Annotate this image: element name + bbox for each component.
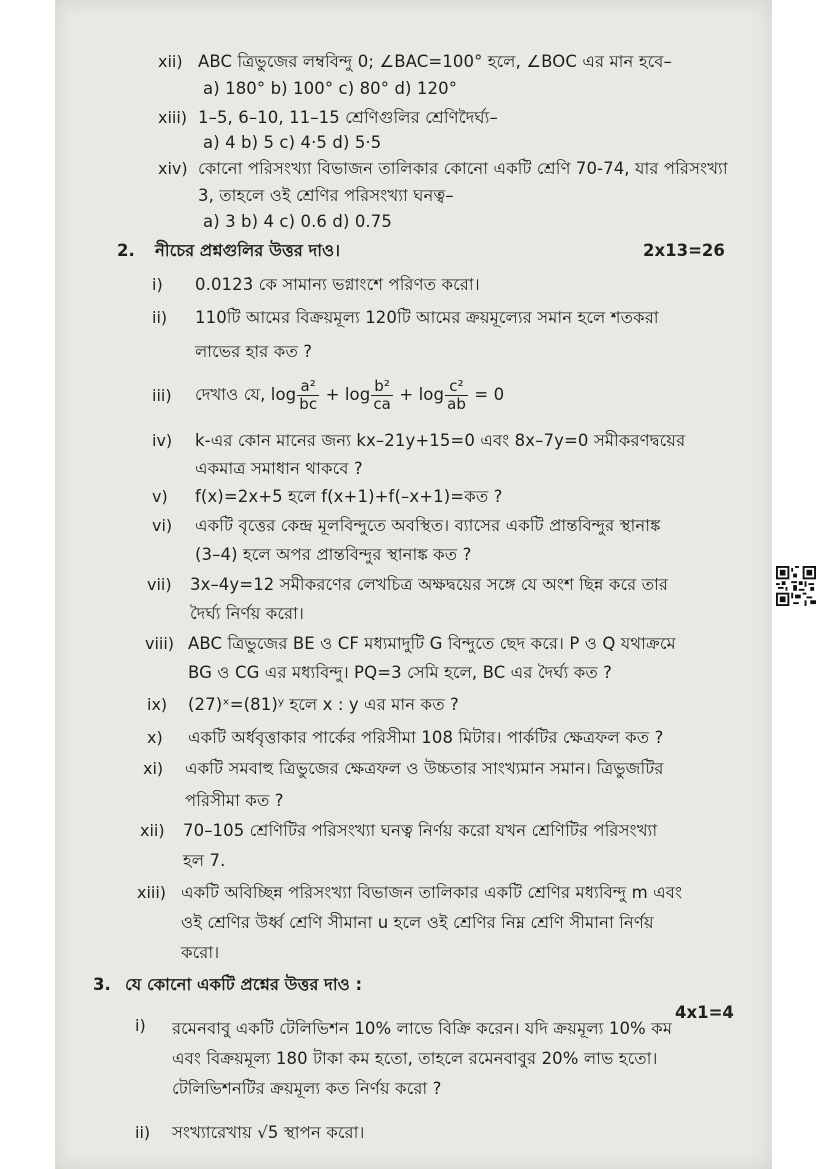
mcq-question-cont: 3, তাহলে ওই শ্রেণির পরিসংখ্যা ঘনত্ব– — [198, 186, 454, 205]
question-text-cont: পরিসীমা কত ? — [185, 791, 284, 810]
question-number: vii) — [147, 575, 172, 594]
fraction-denominator: ab — [447, 395, 466, 413]
question-text: 3x–4y=12 সমীকরণের লেখচিত্র অক্ষদ্বয়ের সঙ্গে যে অংশ ছিন্ন করে তার — [190, 575, 669, 594]
fraction-c2-ab — [445, 378, 468, 413]
section-marks: 2x13=26 — [643, 241, 725, 260]
section-title: যে কোনো একটি প্রশ্নের উত্তর দাও : — [125, 975, 363, 994]
section-title: নীচের প্রশ্নগুলির উত্তর দাও। — [155, 241, 341, 260]
mcq-number: xiv) — [158, 159, 188, 178]
mcq-number: xiii) — [158, 108, 188, 127]
exam-page — [55, 0, 772, 1169]
mcq-options: a) 3 b) 4 c) 0.6 d) 0.75 — [203, 212, 392, 231]
qr-code-icon — [776, 566, 816, 606]
question-text: 0.0123̇ কে সামান্য ভগ্নাংশে পরিণত করো। — [195, 275, 480, 294]
question-text: f(x)=2x+5 হলে f(x+1)+f(–x+1)=কত ? — [195, 487, 503, 506]
question-number: iv) — [152, 431, 173, 450]
fraction-a2-bc — [297, 378, 319, 413]
log-symbol: log — [418, 385, 445, 404]
question-text: সংখ্যারেখায় √5 স্থাপন করো। — [172, 1123, 365, 1142]
question-text: 70–105 শ্রেণিটির পরিসংখ্যা ঘনত্ব নির্ণয় করো যখন শ্রেণিটির পরিসংখ্যা — [183, 821, 658, 840]
question-number: xii) — [140, 821, 165, 840]
log-symbol: log — [344, 385, 371, 404]
question-text-cont: দৈর্ঘ্য নির্ণয় করো। — [190, 604, 305, 623]
question-text-cont: এবং বিক্রয়মূল্য 180 টাকা কম হতো, তাহলে রমেনবাবুর 20% লাভ হতো। — [172, 1049, 658, 1068]
question-text: রমেনবাবু একটি টেলিভিশন 10% লাভে বিক্রি করেন। যদি ক্রয়মূল্য 10% কম — [172, 1019, 673, 1038]
question-text-cont: BG ও CG এর মধ্যবিন্দু। PQ=3 সেমি হলে, BC এর দৈর্ঘ্য কত ? — [188, 663, 613, 682]
section-marks: 4x1=4 — [675, 1003, 734, 1022]
fraction-denominator: ca — [373, 395, 391, 413]
equation-lead: দেখাও যে, — [195, 385, 266, 404]
question-number: xiii) — [137, 883, 167, 902]
question-text: একটি বৃত্তের কেন্দ্র মূলবিন্দুতে অবস্থিত। ব্যাসের একটি প্রান্তবিন্দুর স্থানাঙ্ক — [195, 516, 661, 535]
fraction-numerator: a² — [297, 378, 319, 396]
question-text: k-এর কোন মানের জন্য kx–21y+15=0 এবং 8x–7y=0 সমীকরণদ্বয়ের — [195, 431, 686, 450]
log-symbol: log — [270, 385, 297, 404]
fraction-numerator: c² — [445, 378, 468, 396]
question-number: i) — [135, 1016, 146, 1035]
question-number: ii) — [135, 1123, 151, 1142]
mcq-question: কোনো পরিসংখ্যা বিভাজন তালিকার কোনো একটি শ্রেণি 70-74, যার পরিসংখ্যা — [198, 159, 728, 178]
question-text: ABC ত্রিভুজের BE ও CF মধ্যমাদুটি G বিন্দুতে ছেদ করে। P ও Q যথাক্রমে — [188, 634, 676, 653]
question-text: একটি অবিচ্ছিন্ন পরিসংখ্যা বিভাজন তালিকার একটি শ্রেণির মধ্যবিন্দু m এবং — [181, 883, 683, 902]
question-text-cont: লাভের হার কত ? — [195, 342, 313, 361]
mcq-number: xii) — [158, 52, 183, 71]
question-text-cont: করো। — [181, 943, 220, 962]
section-number: 2. — [117, 241, 135, 260]
question-number: vi) — [152, 516, 173, 535]
question-number: v) — [152, 487, 168, 506]
question-text-cont: (3–4) হলে অপর প্রান্তবিন্দুর স্থানাঙ্ক কত ? — [195, 545, 472, 564]
mcq-question: ABC ত্রিভুজের লম্ববিন্দু 0; ∠BAC=100° হলে, ∠BOC এর মান হবে– — [198, 52, 672, 71]
question-number: iii) — [152, 386, 172, 405]
plus-sign: + — [399, 385, 414, 404]
question-number: ii) — [152, 308, 168, 327]
mcq-question: 1–5, 6–10, 11–15 শ্রেণিগুলির শ্রেণিদৈর্ঘ্য– — [198, 108, 498, 127]
question-number: i) — [152, 275, 163, 294]
fraction-b2-ca — [371, 378, 393, 413]
mcq-options: a) 180° b) 100° c) 80° d) 120° — [203, 79, 458, 98]
question-number: ix) — [147, 695, 168, 714]
log-identity-equation — [195, 372, 504, 418]
question-text-cont: একমাত্র সমাধান থাকবে ? — [195, 459, 363, 478]
question-text-cont: টেলিভিশনটির ক্রয়মূল্য কত নির্ণয় করো ? — [172, 1079, 442, 1098]
question-number: viii) — [145, 634, 175, 653]
question-text: একটি অর্ধবৃত্তাকার পার্কের পরিসীমা 108 মিটার। পার্কটির ক্ষেত্রফল কত ? — [188, 728, 664, 747]
plus-sign: + — [325, 385, 340, 404]
equals-zero: = 0 — [474, 385, 505, 404]
question-number: x) — [147, 728, 163, 747]
question-text: একটি সমবাহু ত্রিভুজের ক্ষেত্রফল ও উচ্চতার সাংখ্যমান সমান। ত্রিভুজটির — [185, 759, 664, 778]
section-number: 3. — [93, 975, 111, 994]
question-text: (27)ˣ=(81)ʸ হলে x : y এর মান কত ? — [188, 695, 459, 714]
question-text: 110টি আমের বিক্রয়মূল্য 120টি আমের ক্রয়মূল্যের সমান হলে শতকরা — [195, 308, 659, 327]
fraction-denominator: bc — [299, 395, 318, 413]
question-text-cont: ওই শ্রেণির উর্ধ্ব শ্রেণি সীমানা u হলে ওই শ্রেণির নিম্ন শ্রেণি সীমানা নির্ণয় — [181, 913, 654, 932]
question-number: xi) — [143, 759, 164, 778]
question-text-cont: হল 7. — [183, 851, 226, 870]
fraction-numerator: b² — [371, 378, 393, 396]
mcq-options: a) 4 b) 5 c) 4·5 d) 5·5 — [203, 133, 382, 152]
